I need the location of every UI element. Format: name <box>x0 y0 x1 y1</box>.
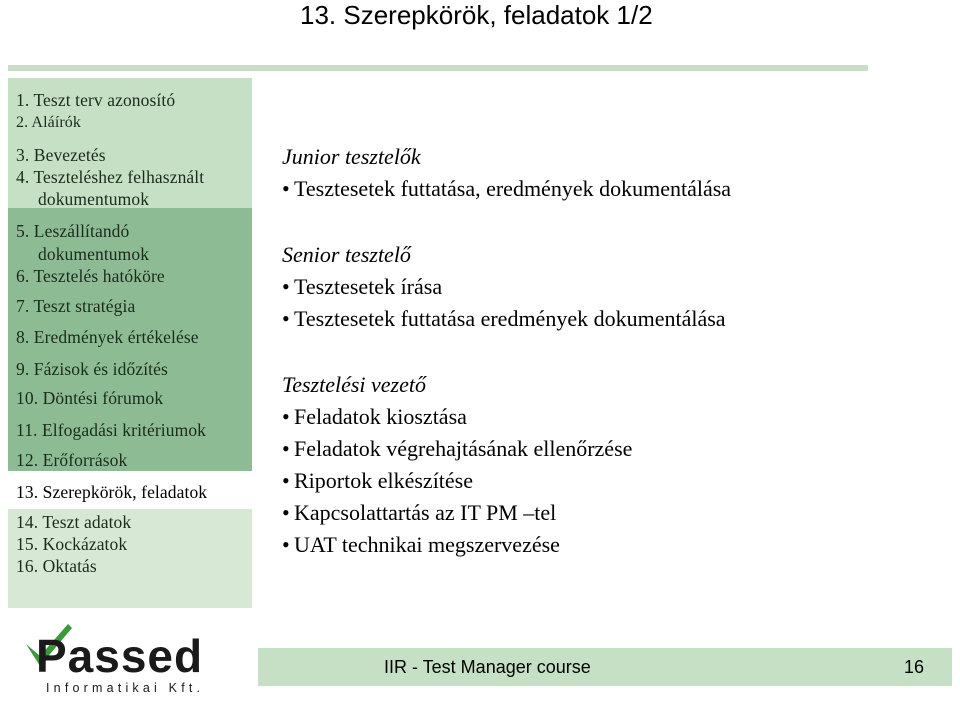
sidebar-item-6[interactable]: 6. Tesztelés hatóköre <box>16 266 165 286</box>
sidebar-item-7[interactable]: 7. Teszt stratégia <box>16 296 136 316</box>
bullet-icon: • <box>282 176 290 201</box>
title-divider <box>8 65 868 71</box>
footer-bar <box>258 648 952 686</box>
agenda-sidebar <box>8 78 252 608</box>
bullet-item: • Tesztesetek futtatása, eredmények dokumentálása <box>282 176 732 201</box>
bullet-item: • Feladatok kiosztása <box>282 404 467 429</box>
bullet-icon: • <box>282 306 290 331</box>
section-heading-lead: Tesztelési vezető <box>282 372 426 397</box>
sidebar-item-16[interactable]: 16. Oktatás <box>16 556 97 576</box>
sidebar-item-15[interactable]: 15. Kockázatok <box>16 534 128 554</box>
bullet-item: • Feladatok végrehajtásának ellenőrzése <box>282 436 633 461</box>
bullet-icon: • <box>282 404 290 429</box>
bullet-icon: • <box>282 274 290 299</box>
sidebar-item-14[interactable]: 14. Teszt adatok <box>16 512 132 532</box>
section-heading-senior: Senior tesztelő <box>282 242 411 267</box>
slide-title: 13. Szerepkörök, feladatok 1/2 <box>300 0 653 30</box>
sidebar-item-2[interactable]: 2. Aláírók <box>16 114 81 131</box>
bullet-icon: • <box>282 500 290 525</box>
bullet-item: • Kapcsolattartás az IT PM –tel <box>282 500 557 525</box>
bullet-icon: • <box>282 532 290 557</box>
sidebar-item-13-active[interactable]: 13. Szerepkörök, feladatok <box>16 482 208 502</box>
footer-page-number: 16 <box>903 657 924 677</box>
sidebar-item-10[interactable]: 10. Döntési fórumok <box>16 388 164 408</box>
sidebar-item-5-cont[interactable]: dokumentumok <box>38 244 150 264</box>
footer-course-name: IIR - Test Manager course <box>384 657 591 677</box>
sidebar-item-3[interactable]: 3. Bevezetés <box>16 145 106 165</box>
sidebar-item-12[interactable]: 12. Erőforrások <box>16 450 128 470</box>
sidebar-item-4[interactable]: 4. Teszteléshez felhasznált <box>16 167 205 187</box>
logo-word: Passed <box>36 630 204 682</box>
section-heading-junior: Junior tesztelők <box>282 144 421 169</box>
sidebar-item-4-cont[interactable]: dokumentumok <box>38 189 150 209</box>
bullet-icon: • <box>282 436 290 461</box>
company-logo <box>22 622 242 698</box>
bullet-icon: • <box>282 468 290 493</box>
sidebar-item-11[interactable]: 11. Elfogadási kritériumok <box>16 420 207 440</box>
bullet-item: • UAT technikai megszervezése <box>282 532 560 557</box>
logo-subtitle: Informatikai Kft. <box>46 681 205 695</box>
sidebar-item-8[interactable]: 8. Eredmények értékelése <box>16 327 199 347</box>
bullet-item: • Tesztesetek futtatása eredmények dokumentálása <box>282 306 726 331</box>
sidebar-item-5[interactable]: 5. Leszállítandó <box>16 221 130 241</box>
bullet-item: • Tesztesetek írása <box>282 274 443 299</box>
passed-logo-icon <box>22 622 242 698</box>
sidebar-item-9[interactable]: 9. Fázisok és időzítés <box>16 359 168 379</box>
bullet-item: • Riportok elkészítése <box>282 468 474 493</box>
sidebar-item-1[interactable]: 1. Teszt terv azonosító <box>16 90 176 110</box>
